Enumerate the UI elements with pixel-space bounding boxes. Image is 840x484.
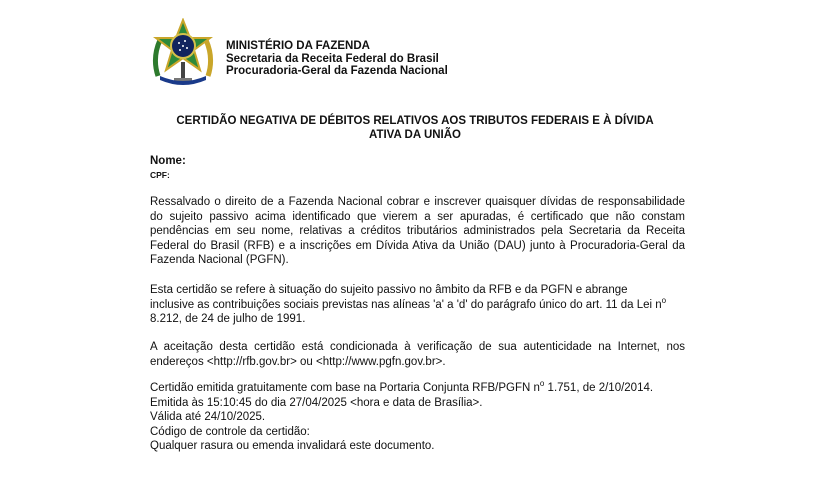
cpf-label: CPF:: [150, 170, 170, 180]
certificate-title: [150, 114, 680, 142]
title-line-1: CERTIDÃO NEGATIVA DE DÉBITOS RELATIVOS AOS TRIBUTOS FEDERAIS E À DÍVIDA: [176, 115, 654, 127]
paragraph-1: Ressalvado o direito de a Fazenda Nacional cobrar e inscrever quaisquer dívidas de responsabilidade do sujeito passivo acima identificado que vierem a ser apuradas, é certificado que não constam pendências em seu nome, relativas a créditos tributários administrados pela Secretaria da Receita Federal do Brasil (RFB) e a inscrições em Dívida Ativa da União (DAU) junto à Procuradoria-Geral da Fazenda Nacional (PGFN).: [150, 196, 685, 267]
brazil-coat-of-arms-icon: [150, 18, 216, 88]
pgfn-name: Procuradoria-Geral da Fazenda Nacional: [226, 65, 448, 77]
paragraph-3: A aceitação desta certidão está condicionada à verificação de sua autenticidade na Internet, nos endereços <http://rfb.gov.br> ou <http://www.pgfn.gov.br>.: [150, 341, 685, 368]
ministry-name: MINISTÉRIO DA FAZENDA: [226, 40, 370, 52]
footer-line-2: Emitida às 15:10:45 do dia 27/04/2025 <hora e data de Brasília>.: [150, 396, 483, 409]
ordinal-superscript: o: [539, 379, 545, 389]
paragraph-2-line-2-text: inclusive as contribuições sociais previstas nas alíneas 'a' a 'd' do parágrafo único do art. 11 da Lei n: [150, 298, 662, 311]
footer-line-1-text: Certidão emitida gratuitamente com base na Portaria Conjunta RFB/PGFN n: [150, 382, 540, 394]
footer-line-3: Válida até 24/10/2025.: [150, 411, 266, 424]
title-line-2: ATIVA DA UNIÃO: [369, 129, 461, 141]
footer-line-1-tail: 1.751, de 2/10/2014.: [544, 382, 654, 394]
paragraph-2: [150, 283, 685, 327]
paragraph-2-line-1: Esta certidão se refere à situação do sujeito passivo no âmbito da RFB e da PGFN e abrange: [150, 284, 628, 296]
footer-block: [150, 381, 685, 454]
footer-line-1: [150, 381, 685, 396]
paragraph-2-line-3: 8.212, de 24 de julho de 1991.: [150, 313, 306, 326]
footer-line-4: Código de controle da certidão:: [150, 425, 310, 438]
name-label: Nome:: [150, 155, 186, 167]
rfb-name: Secretaria da Receita Federal do Brasil: [226, 52, 439, 65]
ministry-header: [226, 40, 448, 78]
paragraph-2-line-2: [150, 295, 685, 313]
ordinal-superscript: o: [661, 295, 667, 305]
footer-line-5: Qualquer rasura ou emenda invalidará este documento.: [150, 440, 435, 453]
